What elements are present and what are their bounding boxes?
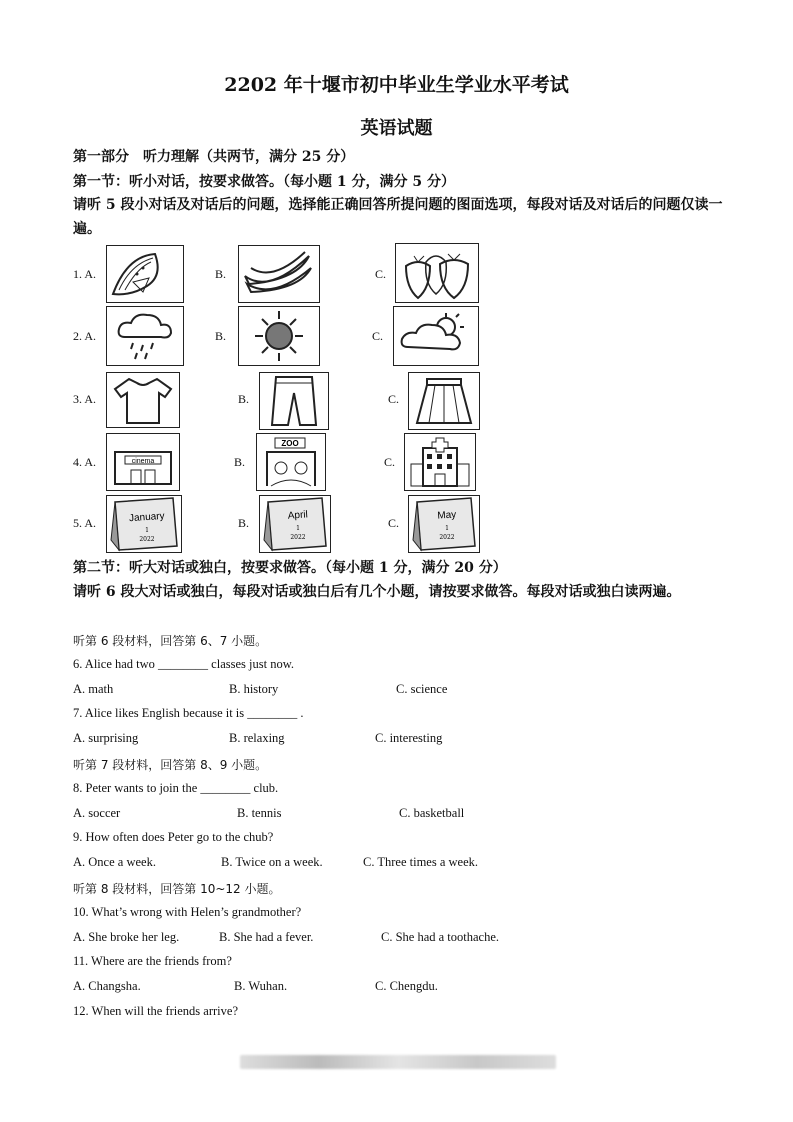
trousers-icon[interactable] — [259, 372, 329, 430]
option-c[interactable]: C. Chengdu. — [375, 979, 438, 993]
strawberry-icon[interactable] — [395, 243, 479, 303]
option-a[interactable]: A. soccer — [73, 806, 121, 820]
calendar-month: May — [437, 509, 457, 522]
calendar-january-icon[interactable] — [106, 495, 182, 553]
calendar-may-icon[interactable] — [408, 495, 480, 553]
q3-c-label: C. — [388, 392, 400, 406]
q2-c-label: C. — [372, 329, 384, 343]
q5-label: 5. A. — [73, 516, 97, 530]
q1-c-label: C. — [375, 267, 387, 281]
section2-heading: 第二节：听大对话或独白，按要求做答。（每小题 1 分，满分 20 分） — [73, 560, 507, 576]
rain-icon[interactable] — [106, 306, 184, 366]
q4-b-label: B. — [234, 455, 246, 469]
section1-heading: 第一节：听小对话，按要求做答。（每小题 1 分，满分 5 分） — [73, 174, 455, 190]
material-note: 听第 7 段材料，回答第 8、9 小题。 — [73, 758, 268, 772]
question-text: 9. How often does Peter go to the chub? — [73, 830, 274, 844]
banana-icon[interactable] — [238, 245, 320, 303]
option-c[interactable]: C. interesting — [375, 731, 443, 745]
exam-title: 2202 年十堰市初中毕业生学业水平考试 — [224, 74, 569, 96]
footer-watermark — [240, 1055, 556, 1069]
zoo-icon[interactable] — [256, 433, 326, 491]
option-c[interactable]: C. basketball — [399, 806, 465, 820]
q3-b-label: B. — [238, 392, 250, 406]
q2-b-label: B. — [215, 329, 227, 343]
material-note: 听第 8 段材料，回答第 10~12 小题。 — [73, 882, 281, 896]
option-b[interactable]: B. Wuhan. — [234, 979, 288, 993]
calendar-year: 2022 — [139, 536, 155, 543]
option-c[interactable]: C. She had a toothache. — [381, 930, 500, 944]
option-b[interactable]: B. history — [229, 682, 279, 696]
question-text: 11. Where are the friends from? — [73, 954, 232, 968]
calendar-day: 1 — [296, 525, 300, 532]
exam-subtitle: 英语试题 — [360, 118, 433, 139]
cinema-sign: cinema — [131, 458, 155, 465]
cloudy-icon[interactable] — [393, 306, 479, 366]
question-text: 10. What’s wrong with Helen’s grandmother? — [73, 905, 302, 919]
part1-heading: 第一部分 听力理解（共两节，满分 25 分） — [73, 149, 355, 165]
option-c[interactable]: C. Three times a week. — [363, 855, 479, 869]
sun-icon[interactable] — [238, 306, 320, 366]
question-text: 7. Alice likes English because it is ________ . — [73, 706, 304, 720]
material-note: 听第 6 段材料，回答第 6、7 小题。 — [73, 634, 268, 648]
zoo-sign: ZOO — [281, 439, 299, 448]
question-text: 6. Alice had two ________ classes just now. — [73, 657, 295, 671]
option-b[interactable]: B. tennis — [237, 806, 282, 820]
calendar-april-icon[interactable] — [259, 495, 331, 553]
section1-instruction: 请听 5 段小对话及对话后的问题，选择能正确回答所提问题的图面选项，每段对话及对话后的问题仅读一遍。 — [73, 197, 723, 237]
option-b[interactable]: B. Twice on a week. — [221, 855, 323, 869]
section2-instruction: 请听 6 段大对话或独白，每段对话或独白后有几个小题，请按要求做答。每段对话或独白读两遍。 — [73, 584, 681, 600]
option-a[interactable]: A. math — [73, 682, 114, 696]
calendar-year: 2022 — [290, 534, 306, 541]
option-c[interactable]: C. science — [396, 682, 448, 696]
option-a[interactable]: A. She broke her leg. — [73, 930, 180, 944]
q1-b-label: B. — [215, 267, 227, 281]
option-a[interactable]: A. Changsha. — [73, 979, 141, 993]
watermelon-icon[interactable] — [106, 245, 184, 303]
q4-c-label: C. — [384, 455, 396, 469]
skirt-icon[interactable] — [408, 372, 480, 430]
tshirt-icon[interactable] — [106, 372, 180, 428]
calendar-day: 1 — [145, 527, 149, 534]
q5-b-label: B. — [238, 516, 250, 530]
q5-c-label: C. — [388, 516, 400, 530]
option-a[interactable]: A. Once a week. — [73, 855, 156, 869]
calendar-month: April — [287, 509, 309, 522]
option-b[interactable]: B. relaxing — [229, 731, 285, 745]
q4-label: 4. A. — [73, 455, 97, 469]
calendar-month: January — [128, 510, 165, 525]
calendar-year: 2022 — [439, 534, 455, 541]
question-text: 12. When will the friends arrive? — [73, 1004, 238, 1018]
option-b[interactable]: B. She had a fever. — [219, 930, 314, 944]
cinema-icon[interactable] — [106, 433, 180, 491]
q2-label: 2. A. — [73, 329, 97, 343]
calendar-day: 1 — [445, 525, 449, 532]
question-text: 8. Peter wants to join the ________ club. — [73, 781, 279, 795]
hospital-icon[interactable] — [404, 433, 476, 491]
option-a[interactable]: A. surprising — [73, 731, 139, 745]
q3-label: 3. A. — [73, 392, 97, 406]
q1-label: 1. A. — [73, 267, 97, 281]
